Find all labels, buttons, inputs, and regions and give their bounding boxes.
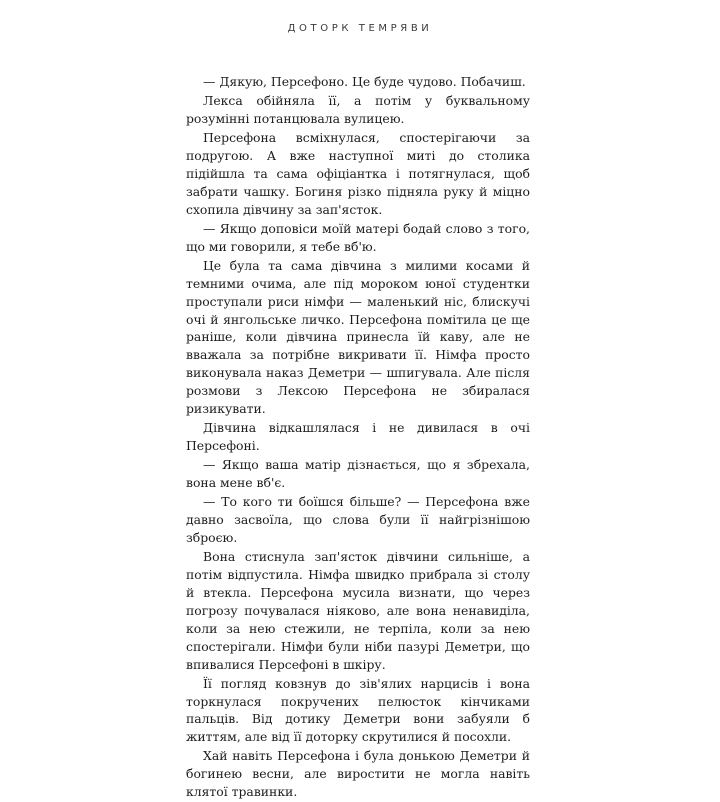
paragraph: Вона стиснула зап'ясток дівчини сильніше, а потім відпустила. Німфа швидко прибрала зі столу й втекла. Персефона мусила визнати, що через погрозу почувалася ніяково, але вона ненавиділа, коли за нею стежили, не терпіла, коли за нею спостерігали. Німфи були ніби пазурі Деметри, що впивалися Персефоні в шкіру.: [186, 549, 530, 672]
paragraph: Хай навіть Персефона і була донькою Деметри й богинею весни, але виростити не могла навіть клятої травинки.: [186, 748, 530, 800]
running-header: ДОТОРК ТЕМРЯВИ: [287, 23, 433, 34]
paragraph: — Якщо доповіси моїй матері бодай слово з того, що ми говорили, я тебе вб'ю.: [186, 220, 530, 254]
paragraph: Її погляд ковзнув до зів'ялих нарцисів і вона торкнулася покручених пелюсток кінчиками пальців. Від дотику Деметри вони забуяли б життям, але від її доторку скрутилися й посохли.: [186, 675, 530, 745]
paragraph: — Якщо ваша матір дізнається, що я збрехала, вона мене вб'є.: [186, 457, 530, 491]
paragraph: — То кого ти боїшся більше? — Персефона вже давно засвоїла, що слова були її найгрізнішою зброєю.: [186, 494, 530, 545]
paragraph: Лекса обійняла її, а потім у буквальному розумінні потанцювала вулицею.: [186, 93, 530, 126]
paragraph: Це була та сама дівчина з милими косами й темними очима, але під мороком юної студентки проступали риси німфи — маленький ніс, блискучі очі й янгольське личко. Персефона помітила це ще раніше, коли дівчина принесла їй каву, але не вважала за потрібне викривати її. Німфа просто виконувала наказ Деметри — шпигувала. Але після розмови з Лексою Персефона не збиралася ризикувати.: [186, 257, 530, 417]
paragraph: Дівчина відкашлялася і не дивилася в очі Персефоні.: [186, 420, 530, 454]
body-text: [186, 73, 530, 802]
paragraph: Персефона всміхнулася, спостерігаючи за подругою. А вже наступної миті до столика підійшла та сама офіціантка і потягнулася, щоб забрати чашку. Богиня різко підняла руку й міцно схопила дівчину за зап'ясток.: [186, 130, 530, 217]
paragraph: — Дякую, Персефоно. Це буде чудово. Побачиш.: [203, 74, 526, 89]
